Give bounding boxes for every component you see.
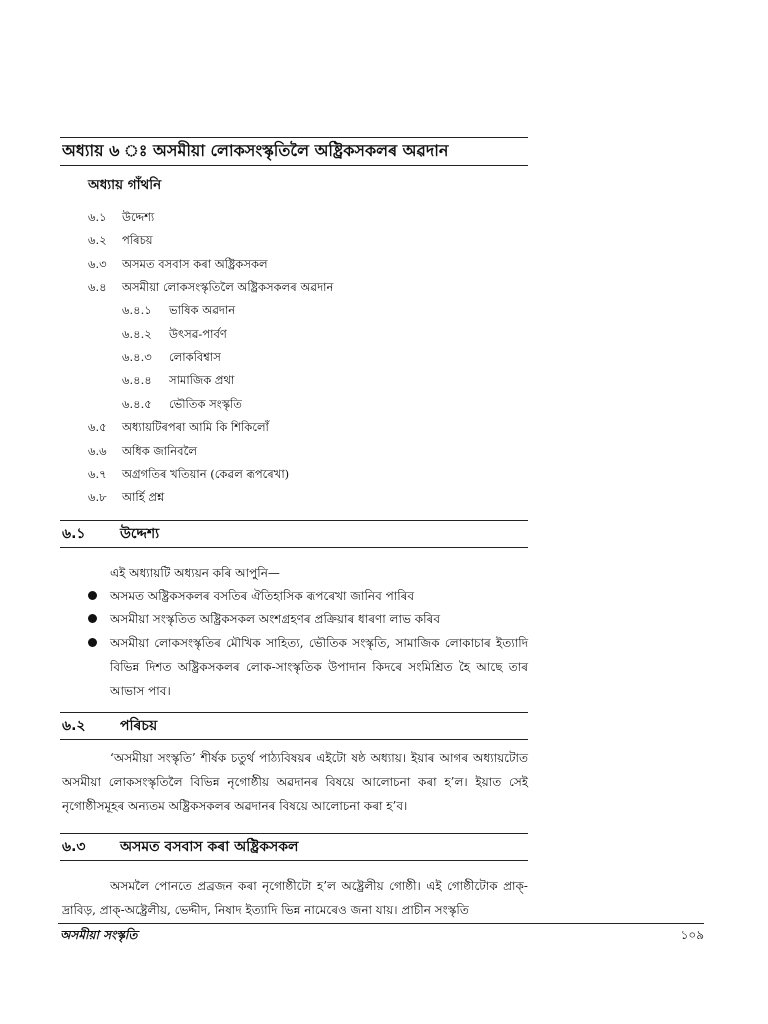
toc-number: ৬.২ — [88, 233, 107, 247]
bullet-text: অসমীয়া সংস্কৃতিত অষ্ট্ৰিকসকল অংশগ্ৰহণৰ প্ৰক্ৰিয়াৰ ধাৰণা লাভ কৰিব — [110, 612, 440, 626]
section-title: অসমত বসবাস কৰা অষ্ট্ৰিকসকল — [120, 839, 299, 855]
chapter-title: অধ্যায় ৬ ঃ অসমীয়া লোকসংস্কৃতিলৈ অষ্ট্ৰিকসকলৰ অৱদান — [62, 141, 449, 160]
section-bottom-rule — [60, 860, 528, 861]
toc-item — [88, 466, 289, 482]
bullet-text: অসমীয়া লোকসংস্কৃতিৰ মৌখিক সাহিত্য, ভৌতিক সংস্কৃতি, সামাজিক লোকাচাৰ ইত্যাদি বিভিন্ন দিশত অষ্ট্ৰিকসকলৰ লোক-সাংস্কৃতিক উপাদান কিদৰে সংমিশ্ৰিত হৈ আছে তাৰ আভাস পাব। — [110, 636, 528, 698]
bullet-text: অসমত অষ্ট্ৰিকসকলৰ বসতিৰ ঐতিহাসিক ৰূপৰেখা জানিব পাৰিব — [110, 589, 415, 603]
section-top-rule — [60, 833, 528, 834]
toc-item — [88, 443, 197, 459]
section-number: ৬.৩ — [62, 839, 86, 855]
toc-number: ৬.৪.২ — [122, 327, 152, 341]
toc-number: ৬.৭ — [88, 467, 107, 481]
toc-number: ৬.৪.৫ — [122, 397, 152, 411]
toc-label: অসমীয়া লোকসংস্কৃতিলৈ অষ্ট্ৰিকসকলৰ অৱদান — [122, 280, 334, 294]
toc-label: আৰ্হি প্ৰশ্ন — [122, 490, 165, 504]
toc-label: উৎসৱ-পাৰ্বণ — [169, 327, 227, 341]
section-title: পৰিচয় — [120, 718, 158, 734]
toc-subitem — [122, 302, 235, 318]
footer-book-title: অসমীয়া সংস্কৃতি — [60, 928, 138, 942]
toc-number: ৬.৪ — [88, 280, 107, 294]
toc-number: ৬.৪.৪ — [122, 373, 152, 387]
austric-settlers-paragraph: অসমলৈ পোনতে প্ৰব্ৰজন কৰা নৃগোষ্ঠীটো হ’ল অষ্ট্ৰেলীয় গোষ্ঠী। এই গোষ্ঠীটোক প্ৰাক্-দ্ৰাবিড়, প্ৰাক্-অষ্ট্ৰেলীয়, ভেদ্দীদ, নিষাদ ইত্যাদি ভিন্ন নামেৰেও জনা যায়। প্ৰাচীন সংস্কৃতি — [62, 879, 528, 917]
outline-heading: অধ্যায় গাঁথনি — [88, 177, 162, 193]
toc-subitem — [122, 396, 242, 412]
section-title: উদ্দেশ্য — [120, 526, 160, 542]
toc-label: অধ্যায়টিৰপৰা আমি কি শিকিলোঁ — [122, 420, 269, 434]
section-heading-introduction — [62, 716, 528, 736]
title-top-rule — [60, 137, 528, 138]
toc-label: অধিক জানিবলৈ — [122, 444, 197, 458]
bullet-icon — [88, 591, 97, 600]
section-number: ৬.২ — [62, 718, 86, 734]
toc-number: ৬.৪.১ — [122, 303, 152, 317]
section-heading-objectives — [62, 524, 528, 544]
toc-item — [88, 419, 269, 435]
toc-subitem — [122, 326, 227, 342]
toc-number: ৬.৬ — [88, 444, 107, 458]
section-bottom-rule — [60, 547, 528, 548]
toc-subitem — [122, 349, 221, 365]
toc-number: ৬.৪.৩ — [122, 350, 152, 364]
bullet-icon — [88, 614, 97, 623]
toc-label: উদ্দেশ্য — [122, 210, 155, 224]
section-top-rule — [60, 520, 528, 521]
toc-item — [88, 209, 154, 225]
toc-label: লোকবিশ্বাস — [169, 350, 221, 364]
toc-label: অগ্ৰগতিৰ খতিয়ান (কেৱল ৰূপৰেখা) — [122, 467, 290, 481]
title-bottom-rule — [60, 165, 528, 166]
toc-label: পৰিচয় — [122, 233, 153, 247]
toc-item — [88, 232, 153, 248]
section-bottom-rule — [60, 739, 528, 740]
toc-label: অসমত বসবাস কৰা অষ্ট্ৰিকসকল — [122, 257, 268, 271]
toc-label: ভৌতিক সংস্কৃতি — [169, 397, 242, 411]
toc-label: ভাষিক অৱদান — [169, 303, 236, 317]
objectives-intro: এই অধ্যায়টি অধ্যয়ন কৰি আপুনি— — [110, 566, 280, 580]
toc-item — [88, 489, 164, 505]
toc-number: ৬.৫ — [88, 420, 107, 434]
toc-item — [88, 256, 268, 272]
toc-number: ৬.১ — [88, 210, 107, 224]
toc-subitem — [122, 372, 234, 388]
toc-number: ৬.৮ — [88, 490, 107, 504]
page-number: ১০৯ — [680, 928, 704, 942]
section-top-rule — [60, 712, 528, 713]
bullet-icon — [88, 638, 97, 647]
section-number: ৬.১ — [62, 526, 86, 542]
section-heading-austric-settlers — [62, 837, 528, 857]
toc-label: সামাজিক প্ৰথা — [169, 373, 235, 387]
introduction-paragraph: ‘অসমীয়া সংস্কৃতি’ শীৰ্ষক চতুৰ্থ পাঠ্যবিষয়ৰ এইটো ষষ্ঠ অধ্যায়। ইয়াৰ আগৰ অধ্যায়টোত অসমীয়া লোকসংস্কৃতিলৈ বিভিন্ন নৃগোষ্ঠীয় অৱদানৰ বিষয়ে আলোচনা কৰা হ’ল। ইয়াত সেই নৃগোষ্ঠীসমূহৰ অন্যতম অষ্ট্ৰিকসকলৰ অৱদানৰ বিষয়ে আলোচনা কৰা হ’ব। — [62, 751, 528, 813]
toc-item — [88, 279, 333, 295]
footer-rule — [58, 923, 704, 924]
toc-number: ৬.৩ — [88, 257, 107, 271]
